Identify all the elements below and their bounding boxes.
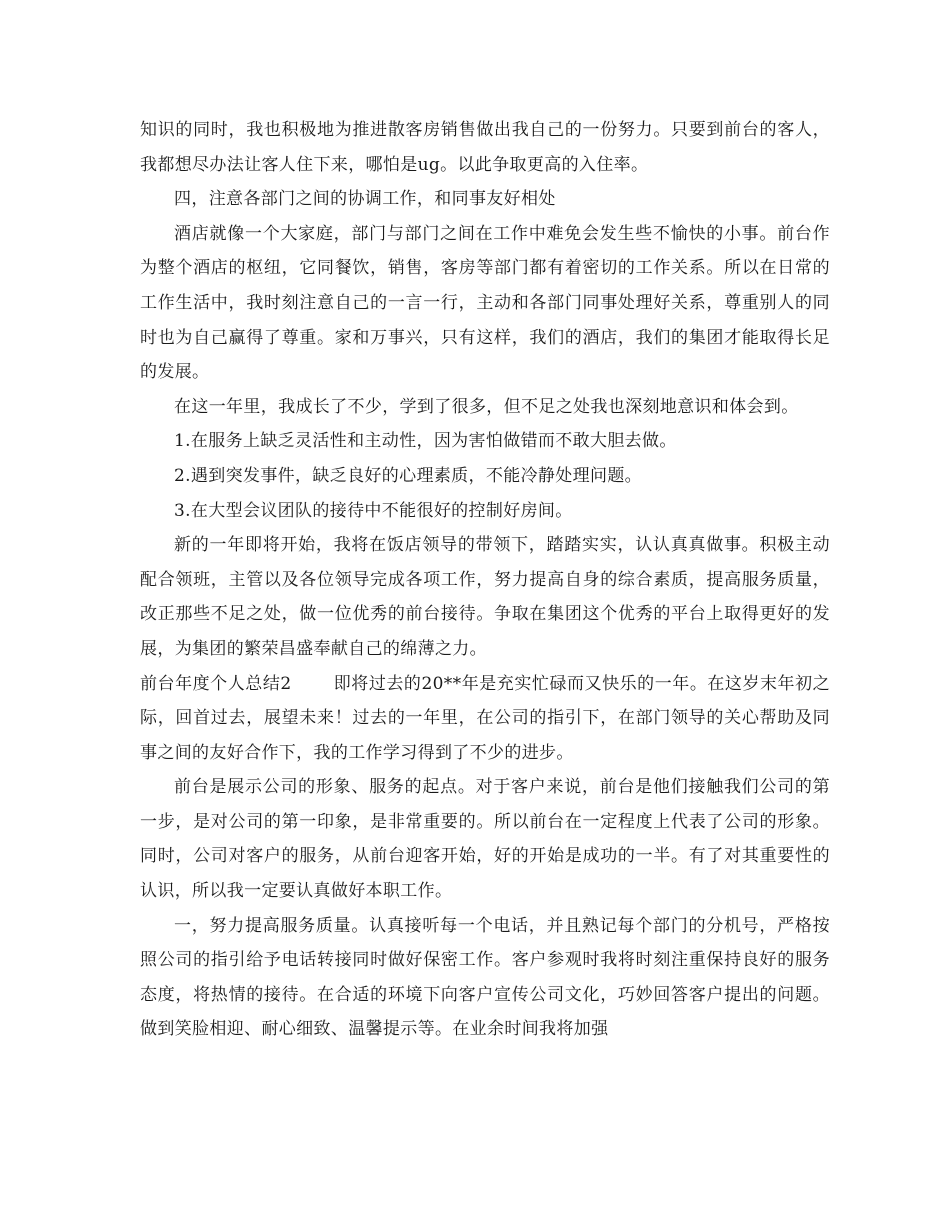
summary-2-text: 即将过去的20**年是充实忙碌而又快乐的一年。在这岁末年初之际，回首过去，展望未来！过去的一年里，在公司的指引下，在部门领导的关心帮助及同事之间的友好合作下，我的工作学习得到了不少的进步。 — [140, 673, 830, 763]
paragraph-service-quality: 一，努力提高服务质量。认真接听每一个电话，并且熟记每个部门的分机号，严格按照公司的指引给予电话转接同时做好保密工作。客户参观时我将时刻注重保持良好的服务态度，将热情的接待。在合适的环境下向客户宣传公司文化，巧妙回答客户提出的问题。做到笑脸相迎、耐心细致、温馨提示等。在业余时间我将加强 — [140, 915, 830, 1040]
section-heading-coordination: 四，注意各部门之间的协调工作，和同事友好相处 — [174, 189, 556, 210]
document-body — [140, 113, 830, 1047]
paragraph-sales-effort: 知识的同时，我也积极地为推进散客房销售做出我自己的一份努力。只要到前台的客人，我都想尽办法让客人住下来，哪怕是ug。以此争取更高的入住率。 — [140, 120, 830, 175]
paragraph-front-desk-image: 前台是展示公司的形象、服务的起点。对于客户来说，前台是他们接触我们公司的第一步，是对公司的第一印象，是非常重要的。所以前台在一定程度上代表了公司的形象。同时，公司对客户的服务，从前台迎客开始，好的开始是成功的一半。有了对其重要性的认识，所以我一定要认真做好本职工作。 — [140, 777, 830, 902]
paragraph-hotel-family: 酒店就像一个大家庭，部门与部门之间在工作中难免会发生些不愉快的小事。前台作为整个酒店的枢纽，它同餐饮，销售，客房等部门都有着密切的工作关系。所以在日常的工作生活中，我时刻注意自己的一言一行，主动和各部门同事处理好关系，尊重别人的同时也为自己赢得了尊重。家和万事兴，只有这样，我们的酒店，我们的集团才能取得长足的发展。 — [140, 223, 830, 383]
list-item-shortcoming-1: 1.在服务上缺乏灵活性和主动性，因为害怕做错而不敢大胆去做。 — [174, 431, 677, 452]
paragraph-year-growth: 在这一年里，我成长了不少，学到了很多，但不足之处我也深刻地意识和体会到。 — [174, 396, 799, 417]
list-item-shortcoming-2: 2.遇到突发事件，缺乏良好的心理素质，不能冷静处理问题。 — [174, 465, 643, 486]
summary-2-title: 前台年度个人总结2 — [140, 673, 292, 694]
list-item-shortcoming-3: 3.在大型会议团队的接待中不能很好的控制好房间。 — [174, 500, 573, 521]
paragraph-summary-2 — [140, 667, 830, 771]
paragraph-new-year-plan: 新的一年即将开始，我将在饭店领导的带领下，踏踏实实，认认真真做事。积极主动配合领班，主管以及各位领导完成各项工作，努力提高自身的综合素质，提高服务质量，改正那些不足之处，做一位优秀的前台接待。争取在集团这个优秀的平台上取得更好的发展，为集团的繁荣昌盛奉献自己的绵薄之力。 — [140, 535, 830, 659]
